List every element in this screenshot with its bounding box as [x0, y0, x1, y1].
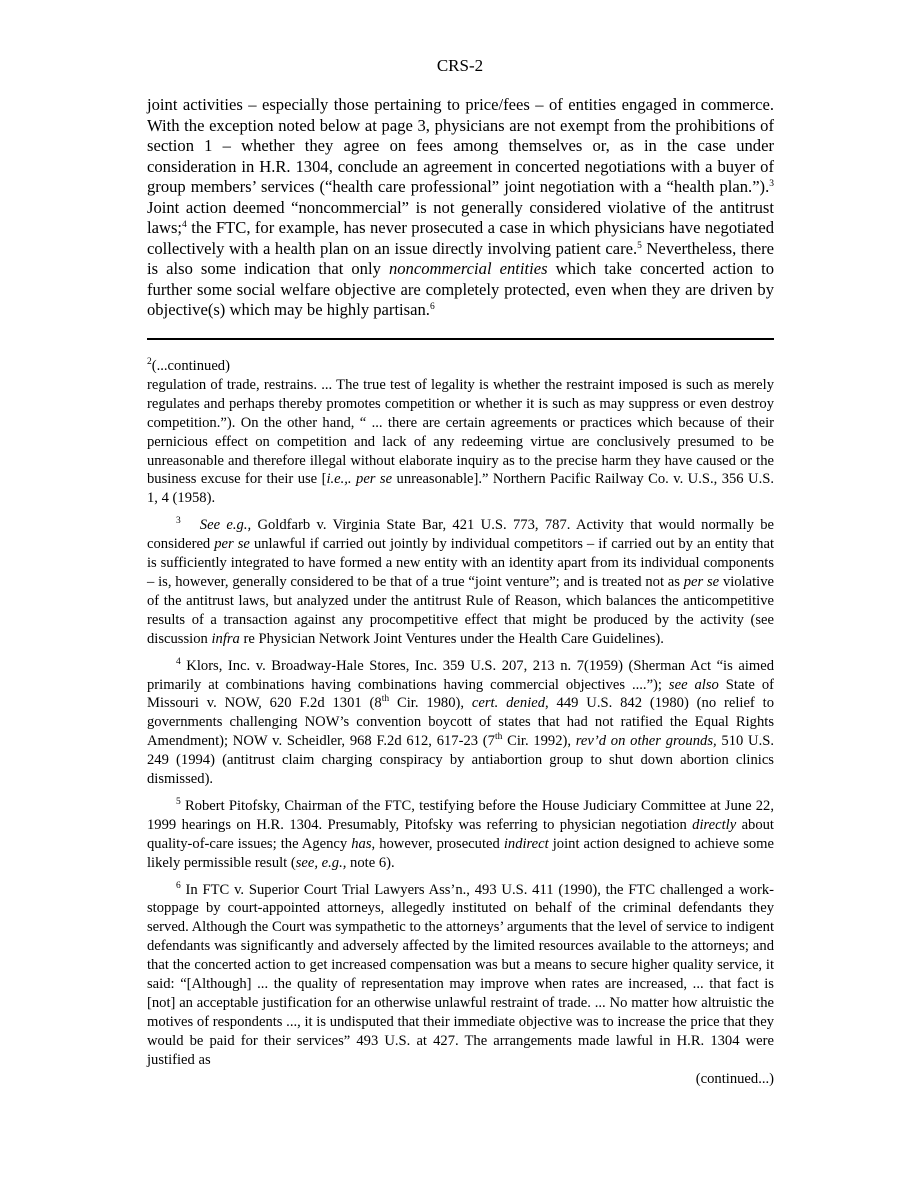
footnote-4-text-3: Cir. 1980), — [389, 695, 472, 712]
footnote-ref-4: 4 — [182, 220, 187, 230]
footnote-3-text-2: unlawful if carried out jointly by individual competitors – if carried out by an entity that is sufficiently integrated to have formed a new entity with an identity apart from its individual components – is, however, generally considered to be that of a true “joint venture”; and is treated not as — [147, 536, 774, 590]
footnote-2-text-2: unreasonable].” Northern Pacific Railway Co. v. U.S., 356 U.S. 1, 4 (1958). — [147, 471, 774, 507]
footnote-4-emphasis-2: cert. denied — [471, 695, 546, 712]
footnote-divider — [147, 338, 774, 340]
footnote-5-text-4: joint action designed to achieve some likely permissible result ( — [147, 835, 775, 871]
footnote-6-continued-label: (continued...) — [695, 1070, 774, 1087]
footnote-5-text-5: note 6). — [346, 854, 395, 871]
footnote-4-ordinal-2: th — [494, 732, 503, 743]
footnote-4-ordinal-1: th — [381, 694, 390, 705]
footnote-3-emphasis-1: See e.g., — [199, 517, 252, 534]
footnote-5-text-3: , however, prosecuted — [371, 835, 504, 852]
footnote-3 — [147, 516, 774, 648]
footnote-3-text-3: violative of the antitrust laws, but analyzed under the antitrust Rule of Reason, which balances the anticompetitive results of a transaction against any procompetitive effect that might be produced by the activity (see discussion — [147, 573, 775, 647]
footnote-4 — [147, 657, 774, 789]
body-paragraph — [147, 95, 774, 321]
footnote-4-text-4: , 449 U.S. 842 (1980) (no relief to governments challenging NOW’s convention boycott of states that had not ratified the Equal Rights Amendment); NOW v. Scheidler, 968 F.2d 612, 617-23 (7 — [147, 695, 775, 750]
page-header: CRS-2 — [436, 56, 484, 75]
footnote-5-emphasis-4: see, e.g., — [295, 854, 347, 871]
footnote-3-emphasis-3: per se — [683, 573, 720, 590]
body-text-5: which take concerted action to further some social welfare objective are completely protected, even when they are driven by objective(s) which may be highly partisan. — [147, 259, 775, 319]
body-text-emphasis: noncommercial entities — [388, 259, 548, 278]
footnote-3-number: 3 — [176, 516, 181, 527]
footnotes-section — [147, 357, 774, 1089]
footnote-2-emphasis: i.e.,. per se — [326, 471, 393, 488]
footnote-2-number: 2 — [147, 357, 152, 367]
footnote-4-emphasis-1: see also — [668, 676, 719, 693]
footnote-2 — [147, 376, 774, 508]
footnote-4-emphasis-3: rev’d on other grounds, — [575, 733, 717, 750]
footnote-ref-5: 5 — [637, 240, 642, 251]
footnote-2-text-1: regulation of trade, restrains. ... The true test of legality is whether the restraint imposed is such as merely regulates and perhaps thereby promotes competition or whether it is such as may suppress or even destroy competition.”). On the other hand, “ ... there are certain agreements or practices which because of their pernicious effect on competition and lack of any redeeming virtue are conclusively presumed to be unreasonable and therefore illegal without elaborate inquiry as to the precise harm they have caused or the business excuse for their use [ — [147, 376, 774, 488]
footnote-6-number: 6 — [176, 880, 181, 891]
footnote-3-text-1: Goldfarb v. Virginia State Bar, 421 U.S. 773, 787. Activity that would normally be considered — [147, 517, 774, 553]
footnote-ref-3: 3 — [769, 179, 774, 189]
footnote-5-emphasis-3: indirect — [503, 835, 549, 852]
continued-label: (...continued) — [151, 358, 230, 374]
footnote-4-text-6: 510 U.S. 249 (1994) (antitrust claim charging conspiracy by antiabortion group to shut down abortion clinics dismissed). — [147, 733, 775, 788]
footnote-5-number: 5 — [176, 796, 181, 807]
footnote-5-emphasis-2: has — [351, 835, 372, 852]
footnote-ref-6: 6 — [429, 302, 435, 312]
footnote-4-number: 4 — [176, 656, 181, 667]
footnote-5-text-1: Robert Pitofsky, Chairman of the FTC, testifying before the House Judiciary Committee at June 22, 1999 hearings on H.R. 1304. Presumably, Pitofsky was referring to physician negotiation — [147, 797, 774, 833]
footnote-4-text-2: State of Missouri v. NOW, 620 F.2d 1301 (8 — [147, 676, 774, 712]
body-text-2: Joint action deemed “noncommercial” is not generally considered violative of the antitrust laws; — [147, 197, 774, 237]
footnote-4-text-5: Cir. 1992), — [502, 733, 576, 750]
footnote-3-emphasis-4: infra — [211, 630, 240, 647]
footnote-5-emphasis-1: directly — [692, 816, 737, 833]
body-text-4: Nevertheless, there is also some indication that only — [147, 238, 774, 278]
footnote-5-text-2: about quality-of-care issues; the Agency — [147, 816, 774, 852]
body-text-1: joint activities – especially those pertaining to price/fees – of entities engaged in commerce. With the exception noted below at page 3, physicians are not exempt from the prohibitions of section 1 – whether they agree on fees among themselves or, as in the case under consideration in H.R. 1304, conclude an agreement in concerted negotiations with a buyer of group members’ services (“health care professional” joint negotiation with a “health plan.”). — [147, 95, 774, 196]
body-text-3: the FTC, for example, has never prosecuted a case in which physicians have negotiated collectively with a health plan on an issue directly involving patient care. — [147, 218, 774, 258]
footnote-6 — [147, 881, 774, 1070]
footnote-2-continued-label — [147, 357, 774, 376]
footnote-4-text-1: Klors, Inc. v. Broadway-Hale Stores, Inc. 359 U.S. 207, 213 n. 7(1959) (Sherman Act “is aimed primarily at combinations having combinations having commercial objectives ....”); — [147, 657, 774, 693]
footnote-3-text-4: re Physician Network Joint Ventures under the Health Care Guidelines). — [239, 630, 664, 647]
footnote-6-text-1: In FTC v. Superior Court Trial Lawyers Ass’n., 493 U.S. 411 (1990), the FTC challenged a work-stoppage by court-appointed attorneys, allegedly instituted on behalf of the criminal defendants they served. Although the Court was sympathetic to the attorneys’ arguments that the level of service to indigent defendants was significantly and adversely affected by the limited resources available to the attorneys; and that the concerted action to get increased compensation was but a means to secure higher quality service, it said: “[Although] ... the quality of representation may improve when rates are increased, ... that fact is [not] an acceptable justification for an otherwise unlawful restraint of trade. ... No matter how altruistic the motives of respondents ..., it is undisputed that their immediate objective was to increase the price that they would be paid for their services” 493 U.S. at 427. The arrangements made lawful in H.R. 1304 were justified as — [147, 881, 774, 1068]
footnote-3-emphasis-2: per se — [214, 536, 250, 553]
footnote-5 — [147, 797, 774, 873]
